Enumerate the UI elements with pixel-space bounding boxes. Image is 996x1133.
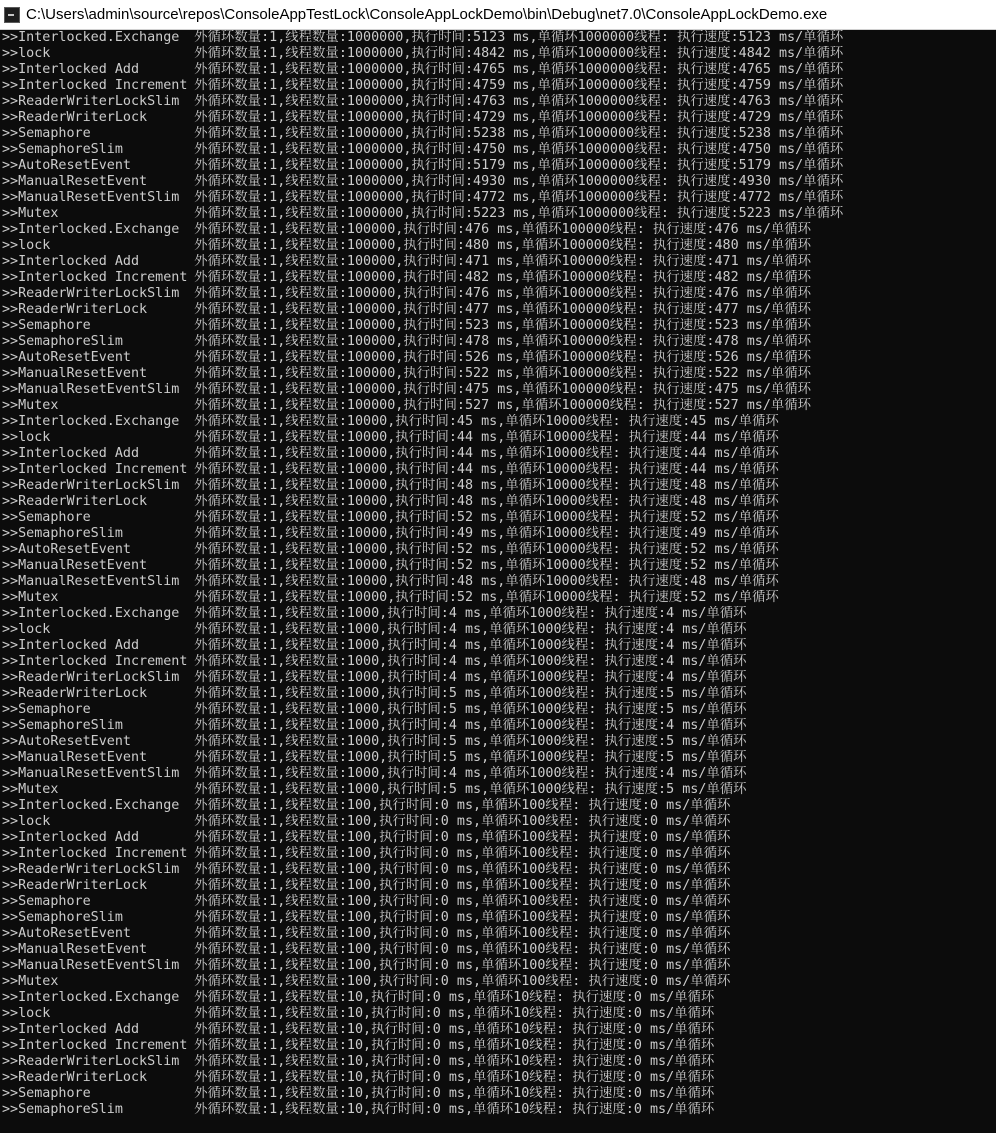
console-line — [2, 366, 994, 382]
console-line — [2, 478, 994, 494]
console-line — [2, 462, 994, 478]
console-line-prefix: >> — [2, 190, 19, 205]
console-line-message: 外循环数量:1,线程数量:10,执行时间:0 ms,单循环10线程: 执行速度:0 ms/单循环 — [194, 1086, 715, 1101]
console-line — [2, 1086, 994, 1102]
console-line — [2, 382, 994, 398]
console-line-message: 外循环数量:1,线程数量:10000,执行时间:44 ms,单循环10000线程: 执行速度:44 ms/单循环 — [194, 430, 779, 445]
console-line-prefix: >> — [2, 718, 19, 733]
console-line-prefix: >> — [2, 174, 19, 189]
console-line — [2, 862, 994, 878]
console-line-message: 外循环数量:1,线程数量:10,执行时间:0 ms,单循环10线程: 执行速度:0 ms/单循环 — [194, 1006, 715, 1021]
console-line-lock-name: ReaderWriterLock — [18, 110, 148, 125]
console-line-message: 外循环数量:1,线程数量:1000,执行时间:5 ms,单循环1000线程: 执行速度:5 ms/单循环 — [194, 750, 747, 765]
console-line-lock-name: Mutex — [18, 398, 59, 413]
console-line — [2, 1054, 994, 1070]
console-line-message: 外循环数量:1,线程数量:100000,执行时间:480 ms,单循环100000线程: 执行速度:480 ms/单循环 — [194, 238, 812, 253]
console-line-prefix: >> — [2, 958, 19, 973]
console-line — [2, 942, 994, 958]
console-line-lock-name: Semaphore — [18, 510, 91, 525]
console-line-prefix: >> — [2, 1086, 19, 1101]
console-line-message: 外循环数量:1,线程数量:10,执行时间:0 ms,单循环10线程: 执行速度:0 ms/单循环 — [194, 1022, 715, 1037]
console-line-lock-name: SemaphoreSlim — [18, 910, 123, 925]
console-line-message: 外循环数量:1,线程数量:100,执行时间:0 ms,单循环100线程: 执行速度:0 ms/单循环 — [194, 894, 731, 909]
console-line-message: 外循环数量:1,线程数量:1000,执行时间:4 ms,单循环1000线程: 执行速度:4 ms/单循环 — [194, 622, 747, 637]
console-line — [2, 542, 994, 558]
console-line-lock-name: Interlocked.Exchange — [18, 414, 180, 429]
console-line-prefix: >> — [2, 494, 19, 509]
console-line-prefix: >> — [2, 766, 19, 781]
console-line-lock-name: SemaphoreSlim — [18, 526, 123, 541]
console-line-prefix: >> — [2, 878, 19, 893]
console-line-message: 外循环数量:1,线程数量:100,执行时间:0 ms,单循环100线程: 执行速度:0 ms/单循环 — [194, 814, 731, 829]
console-line — [2, 718, 994, 734]
console-line-lock-name: lock — [18, 1006, 51, 1021]
console-line-message: 外循环数量:1,线程数量:1000000,执行时间:4842 ms,单循环1000000线程: 执行速度:4842 ms/单循环 — [194, 46, 844, 61]
console-line-prefix: >> — [2, 590, 19, 605]
console-line — [2, 1038, 994, 1054]
console-line — [2, 622, 994, 638]
console-line-message: 外循环数量:1,线程数量:1000,执行时间:4 ms,单循环1000线程: 执行速度:4 ms/单循环 — [194, 606, 747, 621]
console-line-prefix: >> — [2, 686, 19, 701]
console-line-lock-name: ReaderWriterLockSlim — [18, 286, 180, 301]
console-line-message: 外循环数量:1,线程数量:100000,执行时间:526 ms,单循环100000线程: 执行速度:526 ms/单循环 — [194, 350, 812, 365]
console-line-lock-name: lock — [18, 814, 51, 829]
console-line-prefix: >> — [2, 1102, 19, 1117]
console-line-prefix: >> — [2, 414, 19, 429]
console-line-prefix: >> — [2, 1006, 19, 1021]
console-line-prefix: >> — [2, 350, 19, 365]
console-line-prefix: >> — [2, 750, 19, 765]
console-line-prefix: >> — [2, 990, 19, 1005]
console-line-message: 外循环数量:1,线程数量:100,执行时间:0 ms,单循环100线程: 执行速度:0 ms/单循环 — [194, 910, 731, 925]
console-line-lock-name: ReaderWriterLockSlim — [18, 94, 180, 109]
console-line-message: 外循环数量:1,线程数量:1000000,执行时间:4930 ms,单循环1000000线程: 执行速度:4930 ms/单循环 — [194, 174, 844, 189]
console-line-lock-name: lock — [18, 622, 51, 637]
console-line-message: 外循环数量:1,线程数量:100000,执行时间:478 ms,单循环100000线程: 执行速度:478 ms/单循环 — [194, 334, 812, 349]
console-line — [2, 702, 994, 718]
console-line-message: 外循环数量:1,线程数量:10000,执行时间:48 ms,单循环10000线程: 执行速度:48 ms/单循环 — [194, 494, 779, 509]
console-line — [2, 814, 994, 830]
console-line-message: 外循环数量:1,线程数量:1000000,执行时间:4750 ms,单循环1000000线程: 执行速度:4750 ms/单循环 — [194, 142, 844, 157]
console-line — [2, 110, 994, 126]
console-line — [2, 222, 994, 238]
console-line — [2, 798, 994, 814]
console-line — [2, 30, 994, 46]
console-line-prefix: >> — [2, 670, 19, 685]
console-line-lock-name: ManualResetEventSlim — [18, 190, 180, 205]
console-line-message: 外循环数量:1,线程数量:100000,执行时间:522 ms,单循环100000线程: 执行速度:522 ms/单循环 — [194, 366, 812, 381]
console-line — [2, 302, 994, 318]
console-line-prefix: >> — [2, 462, 19, 477]
console-line-prefix: >> — [2, 430, 19, 445]
console-line — [2, 46, 994, 62]
console-line-lock-name: ReaderWriterLock — [18, 878, 148, 893]
console-line-lock-name: AutoResetEvent — [18, 158, 131, 173]
console-line-message: 外循环数量:1,线程数量:1000,执行时间:5 ms,单循环1000线程: 执行速度:5 ms/单循环 — [194, 686, 747, 701]
console-output[interactable] — [0, 30, 996, 1133]
console-line-lock-name: ReaderWriterLock — [18, 302, 148, 317]
console-line-prefix: >> — [2, 46, 19, 61]
console-line-message: 外循环数量:1,线程数量:1000000,执行时间:4759 ms,单循环1000000线程: 执行速度:4759 ms/单循环 — [194, 78, 844, 93]
console-line-lock-name: Interlocked Add — [18, 638, 140, 653]
console-line — [2, 174, 994, 190]
console-line-message: 外循环数量:1,线程数量:100,执行时间:0 ms,单循环100线程: 执行速度:0 ms/单循环 — [194, 862, 731, 877]
console-line-prefix: >> — [2, 638, 19, 653]
console-line — [2, 926, 994, 942]
console-line-lock-name: ManualResetEvent — [18, 942, 148, 957]
console-line-lock-name: AutoResetEvent — [18, 542, 131, 557]
console-line — [2, 830, 994, 846]
console-line-prefix: >> — [2, 206, 19, 221]
console-line-message: 外循环数量:1,线程数量:10000,执行时间:52 ms,单循环10000线程: 执行速度:52 ms/单循环 — [194, 558, 779, 573]
console-line-prefix: >> — [2, 926, 19, 941]
console-line — [2, 334, 994, 350]
console-line — [2, 430, 994, 446]
console-line-lock-name: ManualResetEvent — [18, 750, 148, 765]
console-line-lock-name: lock — [18, 238, 51, 253]
console-line-message: 外循环数量:1,线程数量:1000000,执行时间:5179 ms,单循环1000000线程: 执行速度:5179 ms/单循环 — [194, 158, 844, 173]
console-line-lock-name: Mutex — [18, 590, 59, 605]
console-line-prefix: >> — [2, 238, 19, 253]
console-line-lock-name: Semaphore — [18, 126, 91, 141]
console-line-prefix: >> — [2, 478, 19, 493]
console-line-message: 外循环数量:1,线程数量:100000,执行时间:475 ms,单循环100000线程: 执行速度:475 ms/单循环 — [194, 382, 812, 397]
console-line-prefix: >> — [2, 846, 19, 861]
console-line — [2, 142, 994, 158]
console-line — [2, 974, 994, 990]
console-line — [2, 1102, 994, 1118]
console-line-prefix: >> — [2, 382, 19, 397]
console-line-prefix: >> — [2, 302, 19, 317]
console-line — [2, 766, 994, 782]
console-line-prefix: >> — [2, 334, 19, 349]
console-line-lock-name: ManualResetEventSlim — [18, 766, 180, 781]
console-line-message: 外循环数量:1,线程数量:100,执行时间:0 ms,单循环100线程: 执行速度:0 ms/单循环 — [194, 878, 731, 893]
console-line — [2, 574, 994, 590]
console-line-lock-name: Interlocked.Exchange — [18, 606, 180, 621]
console-line-prefix: >> — [2, 734, 19, 749]
console-line — [2, 878, 994, 894]
console-line-prefix: >> — [2, 510, 19, 525]
console-line-message: 外循环数量:1,线程数量:10,执行时间:0 ms,单循环10线程: 执行速度:0 ms/单循环 — [194, 1102, 715, 1117]
console-line-message: 外循环数量:1,线程数量:100,执行时间:0 ms,单循环100线程: 执行速度:0 ms/单循环 — [194, 830, 731, 845]
console-line-message: 外循环数量:1,线程数量:10,执行时间:0 ms,单循环10线程: 执行速度:0 ms/单循环 — [194, 1038, 715, 1053]
console-line-message: 外循环数量:1,线程数量:100000,执行时间:476 ms,单循环100000线程: 执行速度:476 ms/单循环 — [194, 286, 812, 301]
console-line-prefix: >> — [2, 622, 19, 637]
console-line-prefix: >> — [2, 30, 19, 45]
console-line — [2, 670, 994, 686]
console-line — [2, 206, 994, 222]
console-line-message: 外循环数量:1,线程数量:10000,执行时间:48 ms,单循环10000线程: 执行速度:48 ms/单循环 — [194, 478, 779, 493]
console-line-lock-name: AutoResetEvent — [18, 350, 131, 365]
console-line-message: 外循环数量:1,线程数量:10000,执行时间:48 ms,单循环10000线程: 执行速度:48 ms/单循环 — [194, 574, 779, 589]
console-line-lock-name: AutoResetEvent — [18, 926, 131, 941]
console-line-prefix: >> — [2, 814, 19, 829]
console-line — [2, 190, 994, 206]
console-line-lock-name: Interlocked.Exchange — [18, 990, 180, 1005]
console-line-lock-name: Semaphore — [18, 1086, 91, 1101]
console-line-prefix: >> — [2, 862, 19, 877]
console-line — [2, 782, 994, 798]
console-line — [2, 510, 994, 526]
console-line-prefix: >> — [2, 894, 19, 909]
console-line-message: 外循环数量:1,线程数量:100,执行时间:0 ms,单循环100线程: 执行速度:0 ms/单循环 — [194, 974, 731, 989]
console-line — [2, 158, 994, 174]
console-line-message: 外循环数量:1,线程数量:10000,执行时间:52 ms,单循环10000线程: 执行速度:52 ms/单循环 — [194, 542, 779, 557]
console-line-message: 外循环数量:1,线程数量:1000000,执行时间:4729 ms,单循环1000000线程: 执行速度:4729 ms/单循环 — [194, 110, 844, 125]
console-line-prefix: >> — [2, 974, 19, 989]
title-bar[interactable] — [0, 0, 996, 30]
console-line-prefix: >> — [2, 366, 19, 381]
console-line-prefix: >> — [2, 78, 19, 93]
console-line-prefix: >> — [2, 110, 19, 125]
console-line-prefix: >> — [2, 94, 19, 109]
console-line-message: 外循环数量:1,线程数量:1000000,执行时间:4772 ms,单循环1000000线程: 执行速度:4772 ms/单循环 — [194, 190, 844, 205]
console-line-prefix: >> — [2, 702, 19, 717]
console-line-lock-name: Interlocked.Exchange — [18, 798, 180, 813]
console-line — [2, 350, 994, 366]
console-line-lock-name: ReaderWriterLockSlim — [18, 1054, 180, 1069]
console-line-prefix: >> — [2, 910, 19, 925]
console-line-message: 外循环数量:1,线程数量:100,执行时间:0 ms,单循环100线程: 执行速度:0 ms/单循环 — [194, 798, 731, 813]
console-line — [2, 286, 994, 302]
console-line-message: 外循环数量:1,线程数量:1000,执行时间:5 ms,单循环1000线程: 执行速度:5 ms/单循环 — [194, 734, 747, 749]
console-line-lock-name: Interlocked Add — [18, 830, 140, 845]
console-line — [2, 558, 994, 574]
console-line-lock-name: ManualResetEvent — [18, 366, 148, 381]
console-line-prefix: >> — [2, 318, 19, 333]
console-line — [2, 958, 994, 974]
console-line-prefix: >> — [2, 446, 19, 461]
console-line — [2, 654, 994, 670]
console-line-lock-name: SemaphoreSlim — [18, 1102, 123, 1117]
console-line-lock-name: Interlocked Increment — [18, 462, 188, 477]
console-line-lock-name: ManualResetEventSlim — [18, 958, 180, 973]
console-line-lock-name: ReaderWriterLockSlim — [18, 670, 180, 685]
console-line-message: 外循环数量:1,线程数量:10000,执行时间:44 ms,单循环10000线程: 执行速度:44 ms/单循环 — [194, 446, 779, 461]
console-line-prefix: >> — [2, 1038, 19, 1053]
console-line-prefix: >> — [2, 830, 19, 845]
console-line-message: 外循环数量:1,线程数量:10000,执行时间:52 ms,单循环10000线程: 执行速度:52 ms/单循环 — [194, 590, 779, 605]
console-line — [2, 590, 994, 606]
console-line-lock-name: SemaphoreSlim — [18, 718, 123, 733]
console-line — [2, 990, 994, 1006]
console-line-prefix: >> — [2, 542, 19, 557]
console-line-prefix: >> — [2, 654, 19, 669]
console-line-message: 外循环数量:1,线程数量:10,执行时间:0 ms,单循环10线程: 执行速度:0 ms/单循环 — [194, 990, 715, 1005]
console-line-message: 外循环数量:1,线程数量:1000,执行时间:4 ms,单循环1000线程: 执行速度:4 ms/单循环 — [194, 766, 747, 781]
console-line — [2, 894, 994, 910]
console-line-lock-name: SemaphoreSlim — [18, 142, 123, 157]
console-line-lock-name: Interlocked Increment — [18, 1038, 188, 1053]
console-line-message: 外循环数量:1,线程数量:100000,执行时间:476 ms,单循环100000线程: 执行速度:476 ms/单循环 — [194, 222, 812, 237]
console-line-prefix: >> — [2, 62, 19, 77]
console-app-icon — [4, 7, 20, 23]
console-line — [2, 78, 994, 94]
console-line — [2, 126, 994, 142]
console-line — [2, 1070, 994, 1086]
console-line-message: 外循环数量:1,线程数量:100000,执行时间:527 ms,单循环100000线程: 执行速度:527 ms/单循环 — [194, 398, 812, 413]
console-line-lock-name: ManualResetEvent — [18, 558, 148, 573]
console-line-prefix: >> — [2, 254, 19, 269]
console-line-message: 外循环数量:1,线程数量:10,执行时间:0 ms,单循环10线程: 执行速度:0 ms/单循环 — [194, 1054, 715, 1069]
console-line — [2, 446, 994, 462]
console-line-prefix: >> — [2, 574, 19, 589]
console-line — [2, 734, 994, 750]
console-line-message: 外循环数量:1,线程数量:1000,执行时间:4 ms,单循环1000线程: 执行速度:4 ms/单循环 — [194, 638, 747, 653]
console-line-lock-name: SemaphoreSlim — [18, 334, 123, 349]
console-line-prefix: >> — [2, 526, 19, 541]
console-line — [2, 750, 994, 766]
console-line-lock-name: ReaderWriterLockSlim — [18, 862, 180, 877]
console-line — [2, 238, 994, 254]
console-line-prefix: >> — [2, 126, 19, 141]
console-line-prefix: >> — [2, 222, 19, 237]
console-line-lock-name: Interlocked Increment — [18, 846, 188, 861]
console-line-prefix: >> — [2, 1022, 19, 1037]
console-line-prefix: >> — [2, 270, 19, 285]
console-line-message: 外循环数量:1,线程数量:1000000,执行时间:4763 ms,单循环1000000线程: 执行速度:4763 ms/单循环 — [194, 94, 844, 109]
console-line-prefix: >> — [2, 158, 19, 173]
console-line-lock-name: lock — [18, 430, 51, 445]
console-line-lock-name: Semaphore — [18, 318, 91, 333]
console-line-lock-name: ReaderWriterLockSlim — [18, 478, 180, 493]
console-line-lock-name: ManualResetEventSlim — [18, 574, 180, 589]
console-line-lock-name: lock — [18, 46, 51, 61]
console-line-message: 外循环数量:1,线程数量:100000,执行时间:482 ms,单循环100000线程: 执行速度:482 ms/单循环 — [194, 270, 812, 285]
console-line-message: 外循环数量:1,线程数量:100,执行时间:0 ms,单循环100线程: 执行速度:0 ms/单循环 — [194, 958, 731, 973]
console-line-lock-name: Interlocked Add — [18, 446, 140, 461]
console-line — [2, 494, 994, 510]
console-line-lock-name: Interlocked.Exchange — [18, 30, 180, 45]
console-line-prefix: >> — [2, 606, 19, 621]
console-line-lock-name: Interlocked Add — [18, 62, 140, 77]
console-line-message: 外循环数量:1,线程数量:1000,执行时间:5 ms,单循环1000线程: 执行速度:5 ms/单循环 — [194, 782, 747, 797]
console-line — [2, 1022, 994, 1038]
console-line — [2, 398, 994, 414]
console-line-message: 外循环数量:1,线程数量:1000000,执行时间:5123 ms,单循环1000000线程: 执行速度:5123 ms/单循环 — [194, 30, 844, 45]
console-line-prefix: >> — [2, 798, 19, 813]
console-line-message: 外循环数量:1,线程数量:10000,执行时间:45 ms,单循环10000线程: 执行速度:45 ms/单循环 — [194, 414, 779, 429]
console-line — [2, 686, 994, 702]
console-line-prefix: >> — [2, 558, 19, 573]
console-line-lock-name: Interlocked Add — [18, 1022, 140, 1037]
console-line-prefix: >> — [2, 942, 19, 957]
console-line-lock-name: Interlocked Increment — [18, 78, 188, 93]
console-line — [2, 270, 994, 286]
console-line-lock-name: Mutex — [18, 782, 59, 797]
console-line-message: 外循环数量:1,线程数量:100000,执行时间:471 ms,单循环100000线程: 执行速度:471 ms/单循环 — [194, 254, 812, 269]
console-line — [2, 606, 994, 622]
console-line — [2, 638, 994, 654]
console-line-message: 外循环数量:1,线程数量:1000000,执行时间:5223 ms,单循环1000000线程: 执行速度:5223 ms/单循环 — [194, 206, 844, 221]
console-line-prefix: >> — [2, 286, 19, 301]
console-line-lock-name: ManualResetEvent — [18, 174, 148, 189]
console-line — [2, 62, 994, 78]
console-line-message: 外循环数量:1,线程数量:1000,执行时间:5 ms,单循环1000线程: 执行速度:5 ms/单循环 — [194, 702, 747, 717]
console-line — [2, 846, 994, 862]
console-line-lock-name: Interlocked Increment — [18, 654, 188, 669]
console-line-lock-name: Interlocked Increment — [18, 270, 188, 285]
console-line — [2, 526, 994, 542]
console-line-lock-name: Mutex — [18, 206, 59, 221]
console-line — [2, 910, 994, 926]
console-line-message: 外循环数量:1,线程数量:1000,执行时间:4 ms,单循环1000线程: 执行速度:4 ms/单循环 — [194, 670, 747, 685]
console-line-lock-name: ReaderWriterLock — [18, 494, 148, 509]
console-line-message: 外循环数量:1,线程数量:10000,执行时间:44 ms,单循环10000线程: 执行速度:44 ms/单循环 — [194, 462, 779, 477]
console-line-lock-name: Semaphore — [18, 894, 91, 909]
window-title: C:\Users\admin\source\repos\ConsoleAppTestLock\ConsoleAppLockDemo\bin\Debug\net7.0\ConsoleAppLockDemo.exe — [26, 6, 828, 23]
console-line-lock-name: Semaphore — [18, 702, 91, 717]
console-line-message: 外循环数量:1,线程数量:100000,执行时间:477 ms,单循环100000线程: 执行速度:477 ms/单循环 — [194, 302, 812, 317]
console-line-lock-name: Mutex — [18, 974, 59, 989]
console-line-lock-name: Interlocked Add — [18, 254, 140, 269]
console-line-message: 外循环数量:1,线程数量:100,执行时间:0 ms,单循环100线程: 执行速度:0 ms/单循环 — [194, 942, 731, 957]
console-line-lock-name: ReaderWriterLock — [18, 686, 148, 701]
console-line-prefix: >> — [2, 782, 19, 797]
console-line-prefix: >> — [2, 1054, 19, 1069]
console-line-message: 外循环数量:1,线程数量:100000,执行时间:523 ms,单循环100000线程: 执行速度:523 ms/单循环 — [194, 318, 812, 333]
console-line-message: 外循环数量:1,线程数量:10000,执行时间:49 ms,单循环10000线程: 执行速度:49 ms/单循环 — [194, 526, 779, 541]
console-line-prefix: >> — [2, 1070, 19, 1085]
console-line-message: 外循环数量:1,线程数量:10,执行时间:0 ms,单循环10线程: 执行速度:0 ms/单循环 — [194, 1070, 715, 1085]
console-line-message: 外循环数量:1,线程数量:100,执行时间:0 ms,单循环100线程: 执行速度:0 ms/单循环 — [194, 846, 731, 861]
console-line-message: 外循环数量:1,线程数量:1000000,执行时间:5238 ms,单循环1000000线程: 执行速度:5238 ms/单循环 — [194, 126, 844, 141]
console-line — [2, 414, 994, 430]
console-line-prefix: >> — [2, 142, 19, 157]
console-line-message: 外循环数量:1,线程数量:1000000,执行时间:4765 ms,单循环1000000线程: 执行速度:4765 ms/单循环 — [194, 62, 844, 77]
console-line-lock-name: ReaderWriterLock — [18, 1070, 148, 1085]
console-line — [2, 254, 994, 270]
console-line — [2, 1006, 994, 1022]
console-line — [2, 94, 994, 110]
console-line-prefix: >> — [2, 398, 19, 413]
console-line-lock-name: Interlocked.Exchange — [18, 222, 180, 237]
console-line-message: 外循环数量:1,线程数量:100,执行时间:0 ms,单循环100线程: 执行速度:0 ms/单循环 — [194, 926, 731, 941]
console-line-message: 外循环数量:1,线程数量:1000,执行时间:4 ms,单循环1000线程: 执行速度:4 ms/单循环 — [194, 718, 747, 733]
console-line-lock-name: ManualResetEventSlim — [18, 382, 180, 397]
console-line-lock-name: AutoResetEvent — [18, 734, 131, 749]
console-line-message: 外循环数量:1,线程数量:10000,执行时间:52 ms,单循环10000线程: 执行速度:52 ms/单循环 — [194, 510, 779, 525]
console-line-message: 外循环数量:1,线程数量:1000,执行时间:4 ms,单循环1000线程: 执行速度:4 ms/单循环 — [194, 654, 747, 669]
console-line — [2, 318, 994, 334]
